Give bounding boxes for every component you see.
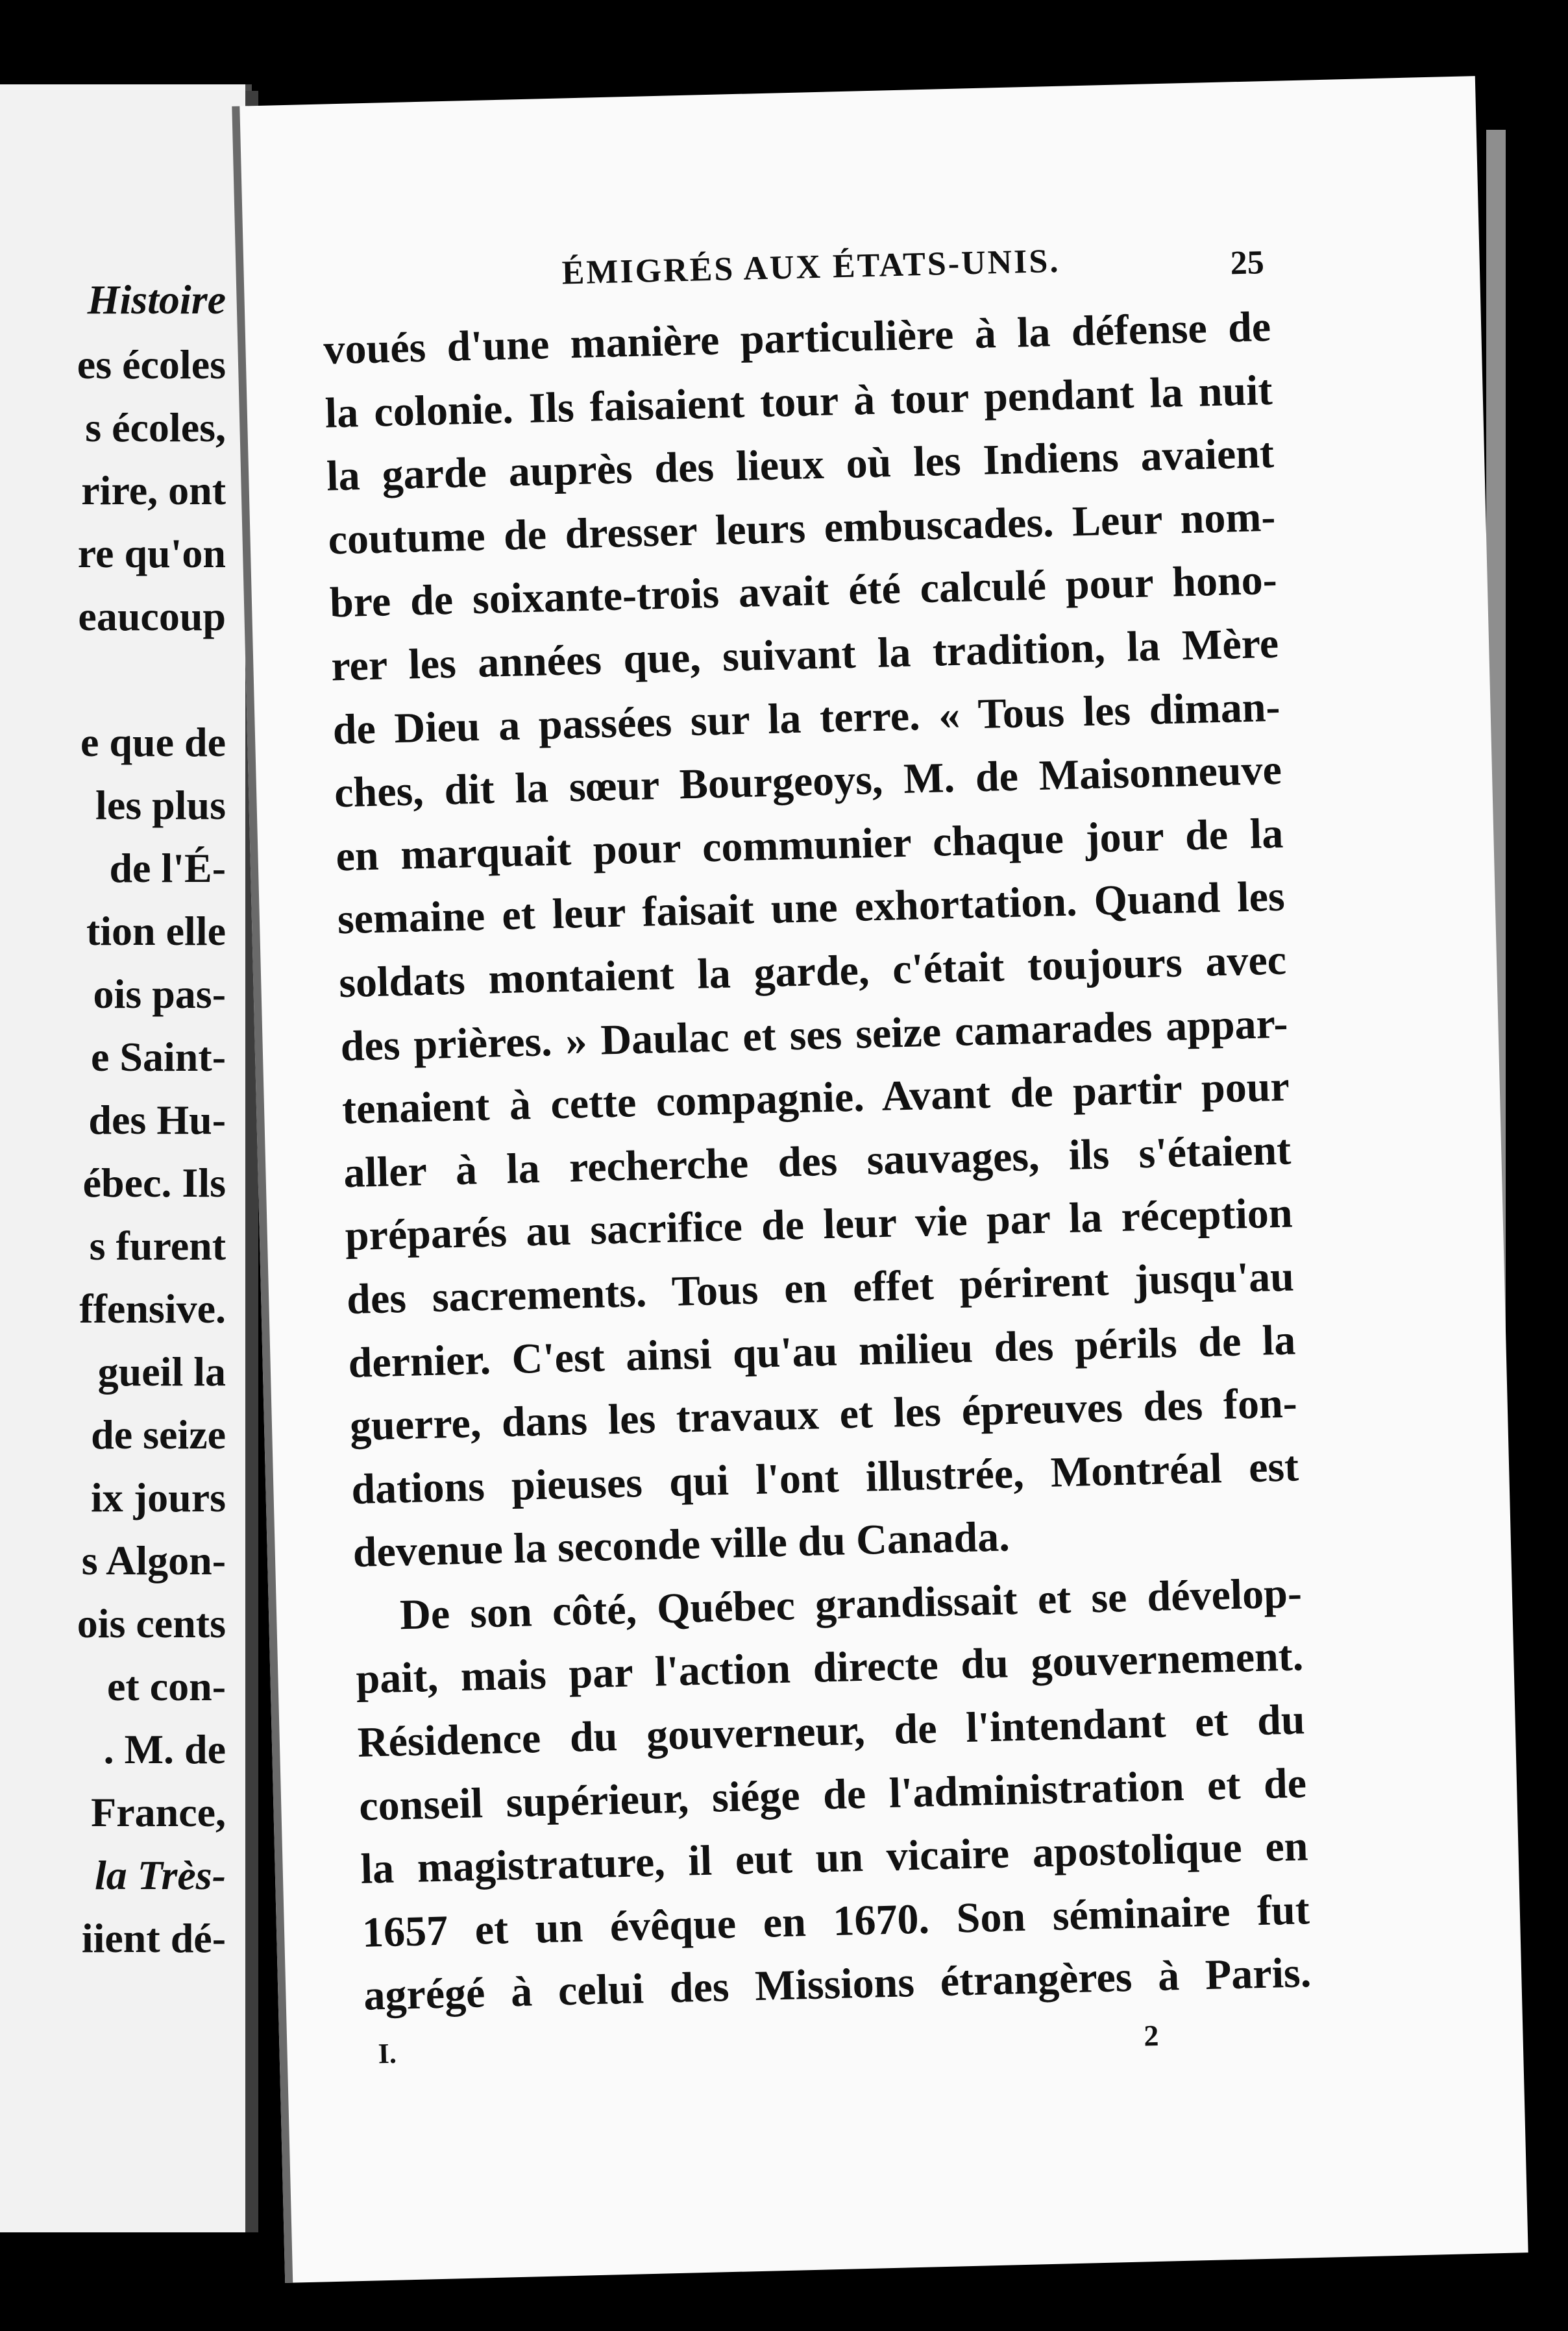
signature-mark: I. — [378, 2037, 397, 2070]
text-line: aller à la recherche des sauvages, ils s'étaient — [343, 1126, 1292, 1197]
left-line: rire, ont — [81, 467, 226, 513]
text-line: semaine et leur faisait une exhortation. Quand les — [337, 872, 1286, 944]
text-line: en marquait pour communier chaque jour de la — [335, 809, 1284, 881]
text-line: soldats montaient la garde, c'était toujours avec — [338, 936, 1287, 1007]
left-line: Histoire — [87, 276, 226, 323]
left-line: ffensive. — [79, 1286, 226, 1332]
left-line: es écoles — [77, 341, 226, 387]
left-line: tion elle — [86, 908, 226, 954]
text-line: préparés au sacrifice de leur vie par la réception — [344, 1189, 1293, 1260]
signature-number: 2 — [1143, 2018, 1159, 2053]
left-line: de seize — [91, 1411, 226, 1458]
left-line: s écoles, — [85, 404, 226, 450]
text-line: bre de soixante-trois avait été calculé pour hono- — [329, 556, 1278, 627]
text-line: la magistrature, il eut un vicaire apostolique en — [360, 1822, 1309, 1894]
left-line: ois cents — [77, 1600, 226, 1646]
text-line: rer les années que, suivant la tradition, la Mère — [330, 619, 1279, 690]
page-number: 25 — [1229, 244, 1265, 282]
left-line: ois pas- — [93, 971, 226, 1017]
text-line: la colonie. Ils faisaient tour à tour pendant la nuit — [325, 366, 1273, 437]
left-line: la Très- — [94, 1852, 226, 1898]
body-text — [323, 295, 1312, 2028]
left-line: s Algon- — [81, 1537, 226, 1583]
left-line: e Saint- — [91, 1034, 226, 1080]
text-line: pait, mais par l'action directe du gouvernement. — [355, 1632, 1305, 1703]
text-line: devenue la seconde ville du Canada. — [352, 1513, 1011, 1577]
text-line: de Dieu a passées sur la terre. « Tous les diman- — [332, 683, 1281, 753]
left-line: re qu'on — [77, 530, 226, 576]
left-page — [0, 84, 252, 2232]
text-line: coutume de dresser leurs embuscades. Leur nom- — [327, 493, 1277, 564]
left-line: e que de — [80, 719, 226, 765]
left-line: et con- — [106, 1663, 226, 1709]
left-line: ébec. Ils — [82, 1160, 226, 1206]
text-line: Résidence du gouverneur, de l'intendant et du — [357, 1696, 1306, 1766]
left-line: les plus — [95, 782, 226, 828]
text-line: ches, dit la sœur Bourgeoys, M. de Maisonneuve — [334, 746, 1282, 817]
left-line: s furent — [89, 1223, 226, 1269]
text-line: des prières. » Daulac et ses seize camarades appar- — [339, 999, 1289, 1070]
left-line: des Hu- — [88, 1097, 226, 1143]
left-line: . M. de — [103, 1726, 226, 1772]
text-line: tenaient à cette compagnie. Avant de partir pour — [341, 1062, 1290, 1134]
text-line: dernier. C'est ainsi qu'au milieu des périls de la — [347, 1315, 1297, 1387]
text-line: 1657 et un évêque en 1670. Son séminaire fut — [361, 1886, 1310, 1957]
left-line: eaucoup — [78, 593, 226, 639]
left-line: gueil la — [97, 1349, 226, 1395]
text-line: dations pieuses qui l'ont illustrée, Montréal est — [350, 1443, 1299, 1513]
left-line: ix jours — [91, 1474, 226, 1520]
left-line: France, — [91, 1789, 226, 1835]
text-line: la garde auprès des lieux où les Indiens avaient — [326, 430, 1275, 500]
right-page — [232, 76, 1528, 2283]
running-head: ÉMIGRÉS AUX ÉTATS-UNIS. — [561, 242, 1060, 292]
left-line: de l'É- — [109, 845, 226, 891]
text-line: De son côté, Québec grandissait et se dévelop- — [399, 1569, 1303, 1639]
left-line: iient dé- — [81, 1915, 226, 1961]
text-line: agrégé à celui des Missions étrangères à Paris. — [363, 1949, 1312, 2020]
text-line: des sacrements. Tous en effet périrent jusqu'au — [346, 1252, 1295, 1324]
text-line: guerre, dans les travaux et les épreuves des fon- — [349, 1379, 1298, 1450]
text-line: conseil supérieur, siége de l'administration et de — [358, 1759, 1307, 1830]
text-line: voués d'une manière particulière à la défense de — [323, 302, 1271, 374]
